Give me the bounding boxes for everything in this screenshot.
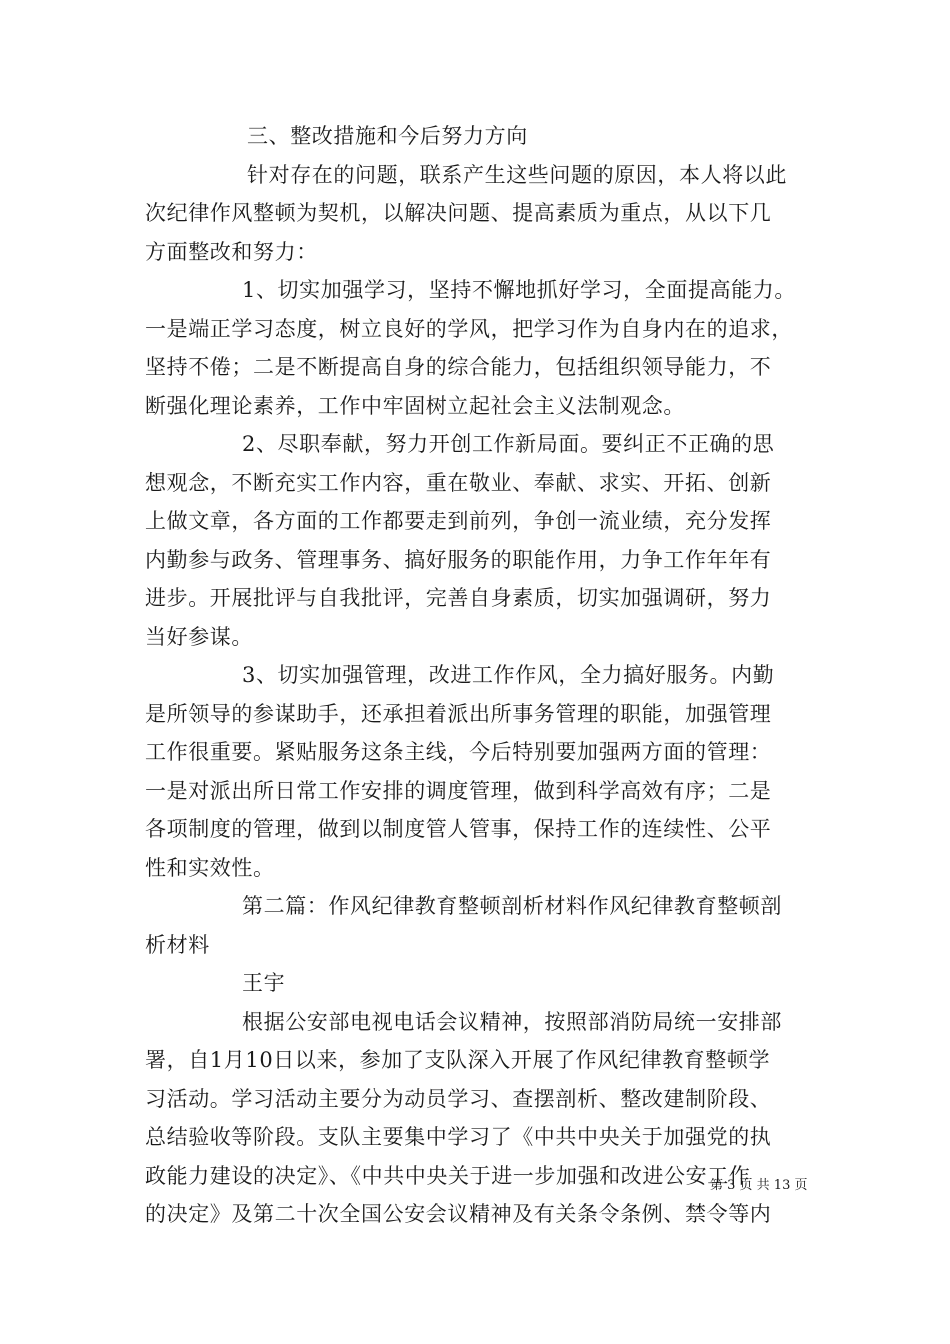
paragraph-line: 署，自1月10日以来，参加了支队深入开展了作风纪律教育整顿学 bbox=[145, 1048, 771, 1072]
paragraph-line: 次纪律作风整顿为契机，以解决问题、提高素质为重点，从以下几 bbox=[145, 201, 772, 225]
paragraph-line: 是所领导的参谋助手，还承担着派出所事务管理的职能，加强管理 bbox=[145, 701, 772, 726]
paragraph-line: 坚持不倦；二是不断提高自身的综合能力，包括组织领导能力，不 bbox=[145, 355, 772, 379]
paragraph-line: 的决定》及第二十次全国公安会议精神及有关条令条例、禁令等内 bbox=[145, 1202, 772, 1226]
paragraph-line: 各项制度的管理，做到以制度管人管事，保持工作的连续性、公平 bbox=[145, 817, 772, 841]
list-item-heading: 3、切实加强管理，改进工作作风，全力搞好服务。内勤 bbox=[242, 663, 775, 687]
author-name: 王宇 bbox=[242, 971, 286, 995]
paragraph-line: 习活动。学习活动主要分为动员学习、查摆剖析、整改建制阶段、 bbox=[145, 1086, 772, 1111]
chapter-title: 析材料 bbox=[145, 932, 210, 957]
list-item-heading: 2、尽职奉献，努力开创工作新局面。要纠正不正确的思 bbox=[242, 432, 775, 456]
paragraph-line: 内勤参与政务、管理事务、搞好服务的职能作用，力争工作年年有 bbox=[145, 547, 772, 572]
paragraph-line: 方面整改和努力： bbox=[145, 239, 318, 264]
paragraph-line: 政能力建设的决定》、《中共中央关于进一步加强和改进公安工作 bbox=[145, 1163, 751, 1188]
list-item-heading: 1、切实加强学习，坚持不懈地抓好学习，全面提高能力。 bbox=[242, 278, 796, 302]
section-heading: 三、整改措施和今后努力方向 bbox=[247, 124, 528, 148]
paragraph-line: 总结验收等阶段。支队主要集中学习了《中共中央关于加强党的执 bbox=[145, 1125, 772, 1149]
chapter-title: 第二篇：作风纪律教育整顿剖析材料作风纪律教育整顿剖 bbox=[242, 894, 782, 918]
document-body bbox=[145, 117, 810, 1234]
paragraph-line: 进步。开展批评与自我批评，完善自身素质，切实加强调研，努力 bbox=[145, 586, 772, 610]
paragraph-line: 针对存在的问题，联系产生这些问题的原因，本人将以此 bbox=[247, 162, 787, 187]
paragraph-line: 性和实效性。 bbox=[145, 855, 275, 880]
paragraph-line: 一是对派出所日常工作安排的调度管理，做到科学高效有序；二是 bbox=[145, 778, 772, 803]
paragraph-line: 想观念，不断充实工作内容，重在敬业、奉献、求实、开拓、创新 bbox=[145, 470, 772, 495]
paragraph-line: 一是端正学习态度，树立良好的学风，把学习作为自身内在的追求， bbox=[145, 316, 793, 341]
paragraph-line: 断强化理论素养，工作中牢固树立起社会主义法制观念。 bbox=[145, 393, 685, 418]
page-number: 第 3 页 共 13 页 bbox=[710, 1178, 808, 1193]
paragraph-line: 当好参谋。 bbox=[145, 624, 253, 649]
paragraph-line: 根据公安部电视电话会议精神，按照部消防局统一安排部 bbox=[242, 1009, 782, 1034]
paragraph-line: 工作很重要。紧贴服务这条主线，今后特别要加强两方面的管理： bbox=[145, 740, 772, 764]
paragraph-line: 上做文章，各方面的工作都要走到前列，争创一流业绩，充分发挥 bbox=[145, 509, 772, 533]
